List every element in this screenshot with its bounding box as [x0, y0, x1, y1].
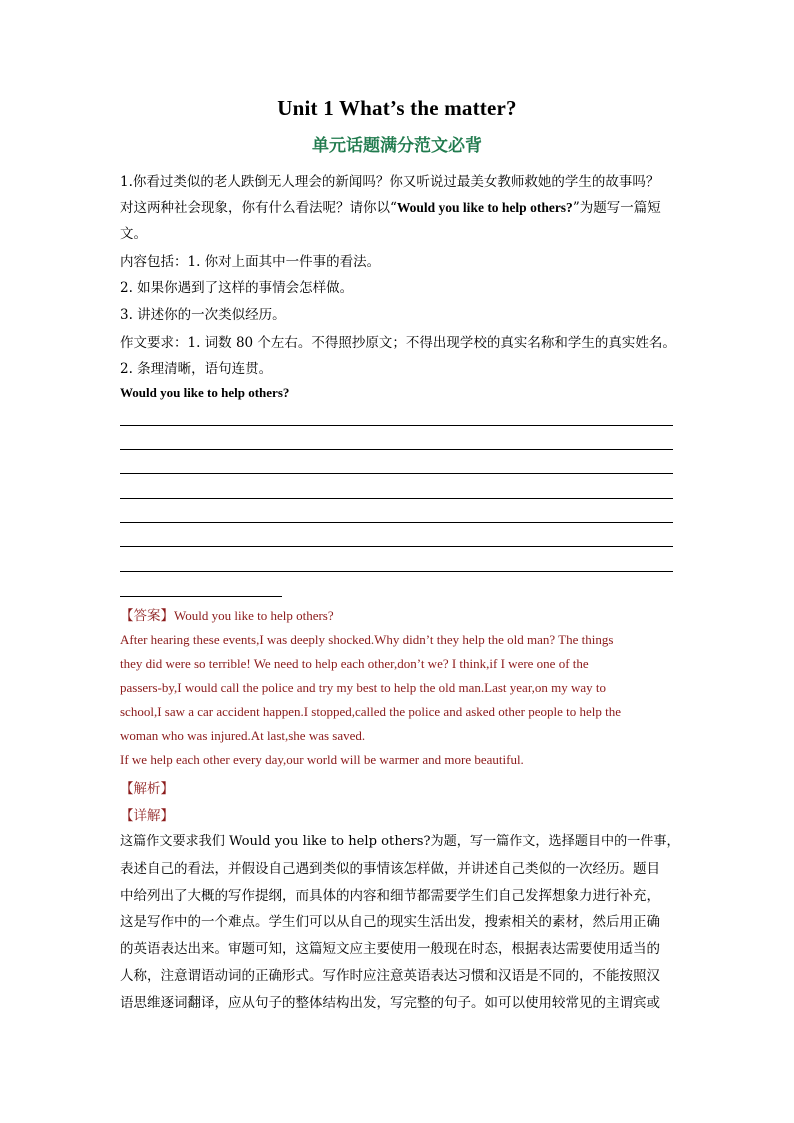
answer-line: After hearing these events,I was deeply shocked.Why didn’t they help the old man? The things: [120, 632, 614, 647]
answer-tag: 【答案】: [120, 608, 174, 624]
detail-tag: 【详解】: [120, 808, 174, 824]
analysis-line: 人称，注意谓语动词的正确形式。写作时应注意英语表达习惯和汉语是不同的，不能按照汉: [120, 968, 660, 984]
page-subtitle: 单元话题满分范文必背: [312, 136, 482, 156]
writing-line: [120, 449, 673, 450]
page-title: Unit 1 What’s the matter?: [277, 96, 517, 120]
answer-heading: [120, 604, 334, 624]
essay-title: Would you like to help others?: [120, 385, 290, 400]
content-item-2: 2. 如果你遇到了这样的事情会怎样做。: [120, 280, 354, 296]
analysis-line: 语思维逐词翻译，应从句子的整体结构出发，写完整的句子。如可以使用较常见的主谓宾或: [120, 995, 660, 1011]
content-item-1: 内容包括：1. 你对上面其中一件事的看法。: [120, 254, 381, 270]
analysis-line: 这篇作文要求我们 Would you like to help others?为题，写一篇作文，选择题目中的一件事，: [120, 834, 680, 849]
question-line-2-bold: Would you like to help others?: [396, 200, 573, 215]
question-line-2: [120, 196, 661, 216]
answer-title: Would you like to help others?: [174, 608, 334, 623]
writing-line: [120, 571, 673, 572]
analysis-line: 表述自己的看法，并假设自己遇到类似的事情该怎样做，并讲述自己类似的一次经历。题目: [120, 861, 660, 877]
writing-line: [120, 522, 673, 523]
writing-line: [120, 425, 673, 426]
requirement-1: 作文要求：1. 词数 80 个左右。不得照抄原文；不得出现学校的真实名称和学生的真实姓名。: [120, 335, 676, 351]
question-line-1: 1.你看过类似的老人跌倒无人理会的新闻吗？你又听说过最美女教师救她的学生的故事吗？: [120, 174, 660, 190]
analysis-line: 这是写作中的一个难点。学生们可以从自己的现实生活出发，搜索相关的素材，然后用正确: [120, 914, 660, 930]
requirement-2: 2. 条理清晰，语句连贯。: [120, 361, 273, 377]
analysis-tag: 【解析】: [120, 781, 174, 797]
writing-line: [120, 546, 673, 547]
question-line-3: 文。: [120, 226, 147, 242]
question-line-2-b: ”为题写一篇短: [572, 200, 661, 216]
analysis-line: 的英语表达出来。审题可知，这篇短文应主要使用一般现在时态，根据表达需要使用适当的: [120, 941, 660, 957]
analysis-line: 中给列出了大概的写作提纲，而具体的内容和细节都需要学生们自己发挥想象力进行补充，: [120, 888, 660, 904]
answer-line: passers-by,I would call the police and try my best to help the old man.Last year,on my way to: [120, 680, 607, 695]
answer-line: school,I saw a car accident happen.I stopped,called the police and asked other people to help the: [120, 704, 622, 719]
answer-line: they did were so terrible! We need to help each other,don’t we? I think,if I were one of the: [120, 656, 589, 671]
section-divider: [120, 596, 282, 597]
content-item-3: 3. 讲述你的一次类似经历。: [120, 307, 286, 323]
answer-line: woman who was injured.At last,she was saved.: [120, 728, 366, 743]
answer-line: If we help each other every day,our world will be warmer and more beautiful.: [120, 752, 524, 767]
writing-line: [120, 498, 673, 499]
question-line-2-a: 对这两种社会现象，你有什么看法呢？请你以“: [120, 200, 397, 216]
writing-line: [120, 473, 673, 474]
